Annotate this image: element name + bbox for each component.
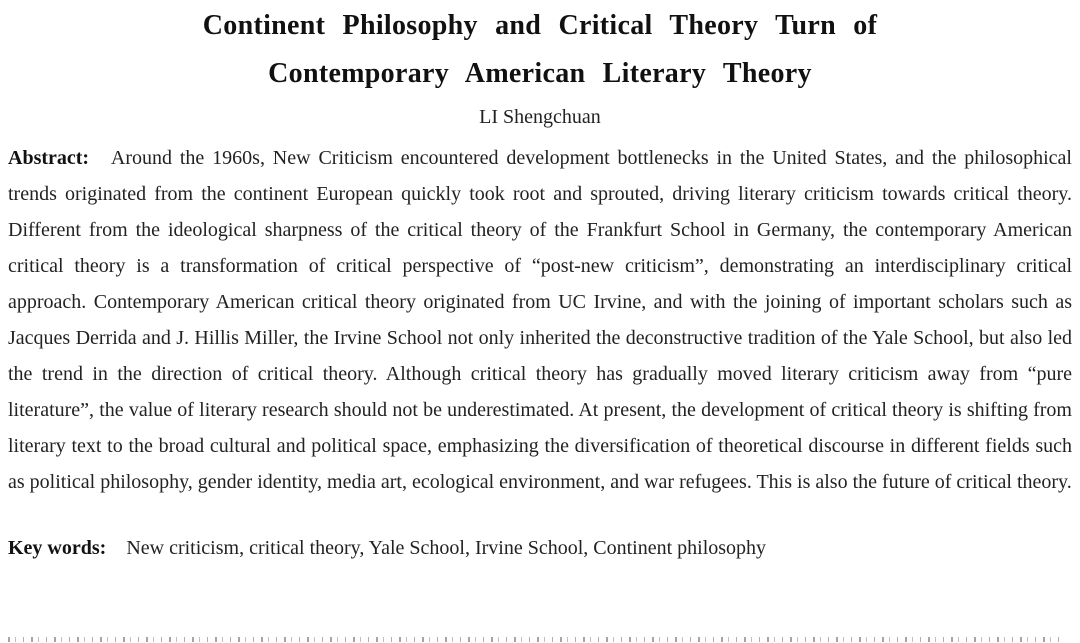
keywords-label: Key words: <box>8 537 107 559</box>
paper-title <box>8 2 1072 98</box>
abstract-text: Around the 1960s, New Criticism encountered development bottlenecks in the United States, and the philosophical trends originated from the continent European quickly took root and sprouted, driving literary criticism towards critical theory. Different from the ideological sharpness of the critical theory of the Frankfurt School in Germany, the contemporary American critical theory is a transformation of critical perspective of “post-new criticism”, demonstrating an interdisciplinary critical approach. Contemporary American critical theory originated from UC Irvine, and with the joining of important scholars such as Jacques Derrida and J. Hillis Miller, the Irvine School not only inherited the deconstructive tradition of the Yale School, but also led the trend in the direction of critical theory. Although critical theory has gradually moved literary criticism away from “pure literature”, the value of literary research should not be underestimated. At present, the development of critical theory is shifting from literary text to the broad cultural and political space, emphasizing the diversification of theoretical discourse in different fields such as political philosophy, gender identity, media art, ecological environment, and war refugees. This is also the future of critical theory. <box>8 147 1072 493</box>
abstract-paragraph <box>8 140 1072 500</box>
author-name: LI Shengchuan <box>479 106 601 128</box>
cropped-next-text-line <box>8 637 1066 642</box>
paper-title-line-1: Continent Philosophy and Critical Theory Turn of <box>202 10 878 41</box>
keywords-line <box>8 530 1072 566</box>
paper-title-line-2: Contemporary American Literary Theory <box>268 58 812 89</box>
abstract-label: Abstract: <box>8 147 90 169</box>
keywords-text: New criticism, critical theory, Yale School, Irvine School, Continent philosophy <box>126 537 767 559</box>
